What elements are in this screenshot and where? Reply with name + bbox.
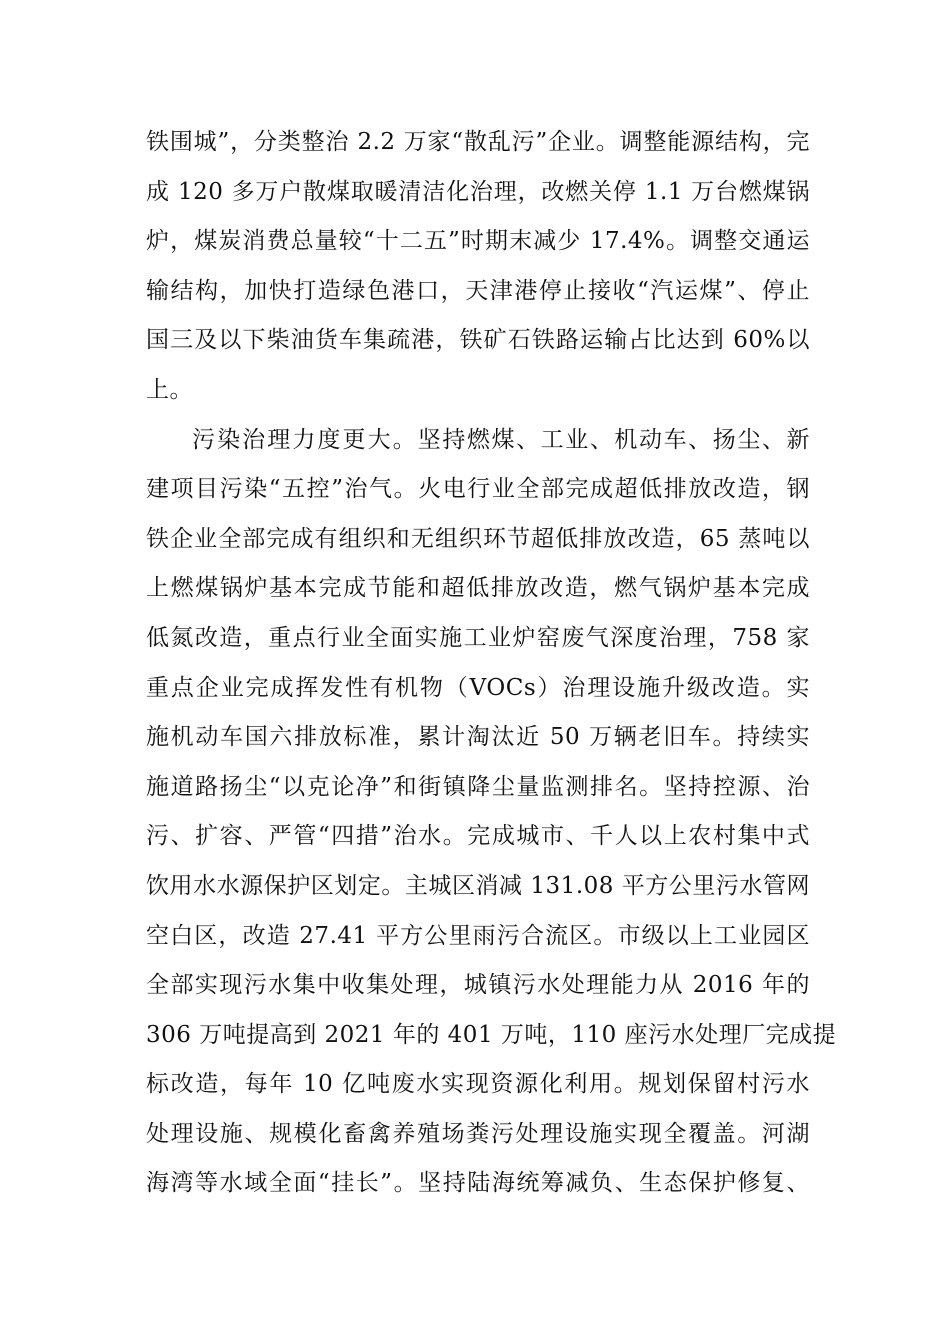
text-line: 成 120 多万户散煤取暖清洁化治理，改燃关停 1.1 万台燃煤锅 [146, 178, 810, 205]
text-span: 坚持燃煤、工业、机动车、扬尘、新 [417, 426, 811, 453]
text-line: 饮用水水源保护区划定。主城区消减 131.08 平方公里污水管网 [146, 872, 810, 899]
text-line: 铁围城”，分类整治 2.2 万家“散乱污”企业。调整能源结构，完 [146, 129, 810, 155]
text-line: 306 万吨提高到 2021 年的 401 万吨，110 座污水处理厂完成提 [146, 1021, 837, 1048]
body-text [146, 118, 837, 1209]
text-line: 全部实现污水集中收集处理，城镇污水处理能力从 2016 年的 [146, 972, 810, 999]
text-line: 污、扩容、严管“四措”治水。完成城市、千人以上农村集中式 [146, 823, 810, 850]
text-line: 低氮改造，重点行业全面实施工业炉窑废气深度治理，758 家 [146, 624, 810, 651]
text-line: 上燃煤锅炉基本完成节能和超低排放改造，燃气锅炉基本完成 [146, 575, 810, 602]
text-line: 重点企业完成挥发性有机物（VOCs）治理设施升级改造。实 [146, 674, 810, 701]
text-line: 国三及以下柴油货车集疏港，铁矿石铁路运输占比达到 60%以 [146, 327, 810, 354]
text-line: 海湾等水域全面“挂长”。坚持陆海统筹减负、生态保护修复、 [146, 1170, 810, 1197]
paragraph-energy-transport [146, 118, 810, 416]
text-line: 空白区，改造 27.41 平方公里雨污合流区。市级以上工业园区 [146, 922, 810, 949]
text-line-first [146, 416, 810, 466]
text-line: 标改造，每年 10 亿吨废水实现资源化利用。规划保留村污水 [146, 1071, 810, 1098]
paragraph-pollution-control [146, 416, 837, 1210]
text-line: 上。 [146, 376, 193, 403]
text-line: 处理设施、规模化畜禽养殖场粪污处理设施实现全覆盖。河湖 [146, 1120, 810, 1147]
text-line: 炉，煤炭消费总量较“十二五”时期末减少 17.4%。调整交通运 [146, 228, 810, 255]
text-line: 施机动车国六排放标准，累计淘汰近 50 万辆老旧车。持续实 [146, 724, 810, 751]
text-line: 铁企业全部完成有组织和无组织环节超低排放改造，65 蒸吨以 [146, 525, 810, 552]
text-line: 输结构，加快打造绿色港口，天津港停止接收“汽运煤”、停止 [146, 277, 810, 304]
text-line: 建项目污染“五控”治气。火电行业全部完成超低排放改造，钢 [146, 476, 810, 503]
text-line: 施道路扬尘“以克论净”和街镇降尘量监测排名。坚持控源、治 [146, 773, 810, 800]
paragraph-heading: 污染治理力度更大。 [192, 426, 418, 453]
